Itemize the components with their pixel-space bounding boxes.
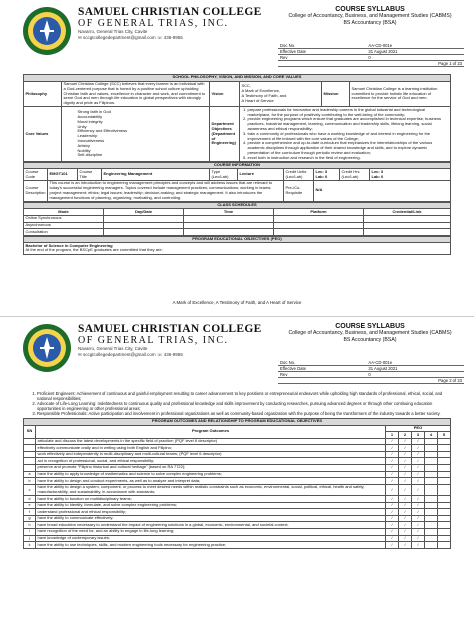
outcome-text: have the ability to design a system, component, or process to meet desired needs within realistic constraints such as economic, environmental, social, political, ethical, health and safety, manufacturability, and sustainability, in accordance with standards; [36,484,386,495]
peo-mark [438,465,451,472]
peo-mark [425,515,438,522]
outcome-sn [24,438,36,445]
col-peo: PEO [386,425,451,432]
college-name: College of Accountancy, Business, and Management Studies (CABMS) [288,330,452,336]
peo-mark [438,458,451,465]
outcome-text: articulate and discuss the latest developments in the specific field of practice; (PQF level 6 descriptor) [36,438,386,445]
outcome-text: have the ability to function on multidisciplinary teams; [36,496,386,503]
outcome-text: have knowledge of contemporary issues; [36,535,386,542]
peo-title: PROGRAM EDUCATIONAL OBJECTIVES (PEO) [24,236,451,243]
col-mode: Mode [24,209,104,216]
syllabus-page-2 [0,316,474,632]
vision-label: Vision [210,81,240,107]
school-contact: ✉ sccgtcollegedepartment@gmail.com ☏ 436-9955 [78,34,183,40]
peo-mark: / [412,502,425,509]
outcome-sn: b [24,478,36,485]
peo-continued [23,391,451,549]
peo-mark: / [399,542,412,549]
peo-mark: / [386,542,399,549]
peo-mark: / [386,522,399,529]
peo-mark: / [386,502,399,509]
outcome-sn: i [24,529,36,536]
peo-mark [425,465,438,472]
peo-list [23,391,451,416]
page-number: Page 1 of 23 [366,61,464,67]
peo-mark: / [412,438,425,445]
peo-mark: / [386,451,399,458]
peo-mark: / [399,529,412,536]
table-row [24,471,451,478]
school-subtitle: OF GENERAL TRIAS, INC. [78,335,229,346]
peo-mark [425,496,438,503]
peo-col-2: 2 [399,432,412,439]
peo-mark [438,515,451,522]
col-credential: Credential/Link [364,209,451,216]
peo-mark: / [399,471,412,478]
peo-mark [438,529,451,536]
course-code: EMGT101 [48,169,78,180]
outcome-text: have recognition of the need for, and an ability to engage in life-long learning; [36,529,386,536]
table-row [24,535,451,542]
list-item: 2. Advocate of Life-Long Learning: Indebtedness to continuous quality and professional knowledge and skills improvement by conducting researches, pursuing advanced degrees or through other continuing education opportunities in engineering or other professional areas; [37,401,451,411]
prereq-label: Pre-/Co-Requisite [284,180,314,201]
outcome-sn: h [24,522,36,529]
philosophy-section [23,74,451,255]
doc-no: AA-CD-001e [366,43,464,49]
document-meta: Doc No. AA-CD-001e Effective Date 31 August 2021 Rev 0 Page 2 of 23 [280,360,462,383]
description-label: Course Description [24,180,48,201]
outcome-sn: a [24,471,36,478]
page-number: Page 2 of 23 [366,378,464,384]
peo-mark: / [399,535,412,542]
vision-text: SCC, A Mark of Excellence, A Testimony of Faith, and A Heart of Service [240,81,322,107]
peo-mark: / [386,535,399,542]
course-type: Lecture [238,169,284,180]
peo-mark [425,445,438,452]
school-contact: ✉ sccgtcollegedepartment@gmail.com ☏ 436-9955 [78,351,183,357]
peo-mark: / [386,445,399,452]
peo-mark [425,529,438,536]
philosophy-text: Samuel Christian College (SCC) believes that every learner is an individual with a God-centered purpose that is honed by a positive school culture upholding Christian faith and values, excellence in character and work, and commitment to serve God and men through life education in global perspectives with strongly dignity and pride as Filipinos. [62,81,210,107]
outcome-text: have the ability to communicate effectively; [36,515,386,522]
peo-mark [425,478,438,485]
peo-intro [24,243,451,254]
peo-mark: / [412,465,425,472]
syllabus-title: COURSE SYLLABUS [335,323,405,330]
peo-mark [425,438,438,445]
outcome-sn: d [24,496,36,503]
col-platform: Platform [274,209,364,216]
mission-text: Samuel Christian College is a learning institution committed to provide holistic life education of excellence for the service of God and men. [350,81,451,107]
peo-mark [425,502,438,509]
peo-mark [425,522,438,529]
pvm-title: SCHOOL PHILOSOPHY, VISION, AND MISSION, AND CORE VALUES [24,75,451,82]
peo-mark: / [412,542,425,549]
peo-intro-text: At the end of the program, the BSCpE graduates are committed that they are: [25,247,163,253]
course-code-label: Course Code [24,169,48,180]
core-values-list: Strong faith in God Accountability Moral integrity Unity Efficiency and Effectiveness Leadership Innovativeness Artistry Nobility Self-discipline [62,107,210,162]
list-item: 1. Proficient Engineers: Achievement of continuous and gainful employment resulting to career advancement to key positions or entrepreneurial endeavors while upholding high standards of professional, ethical, social, and national responsibilities; [37,391,451,401]
doc-no-label: Doc No. [278,43,366,49]
table-row: Online Synchronous [24,215,451,222]
effective-date: 31 August 2021 [366,49,464,55]
table-row [24,502,451,509]
peo-mark: / [412,445,425,452]
peo-mark [425,484,438,495]
credit-label: Credit Units (Lec/Lab) [284,169,314,180]
peo-mark: / [386,484,399,495]
col-program-outcomes: Program Outcomes [36,425,386,438]
peo-mark [438,502,451,509]
outcome-sn: g [24,515,36,522]
outcome-sn: k [24,542,36,549]
peo-mark: / [399,522,412,529]
peo-mark [425,471,438,478]
document-meta [278,43,464,67]
peo-mark: / [399,465,412,472]
peo-mark: / [412,478,425,485]
peo-mark: / [399,502,412,509]
type-label: Type (Lec/Lab) [210,169,238,180]
peo-mark: / [399,515,412,522]
peo-mark [438,438,451,445]
peo-mark [438,509,451,516]
program-outcomes-table [23,418,451,549]
outcome-sn: f [24,509,36,516]
po-title: PROGRAM OUTCOMES AND RELATIONSHIP TO PROGRAM EDUCATIONAL OBJECTIVES [24,419,451,426]
peo-mark: / [386,465,399,472]
table-row: Consultation [24,229,451,236]
outcome-text: work effectively and independently in multi-disciplinary and multi-cultural teams; (PQF level 6 descriptor) [36,451,386,458]
outcome-text: have broad education necessary to understand the impact of engineering solutions in a global, economic, environmental, and societal context; [36,522,386,529]
outcome-sn [24,465,36,472]
credit-hours: Lec: 3 Lab: 0 [370,169,451,180]
course-info-title: COURSE INFORMATION [24,162,451,169]
prereq-value: N/A [314,180,451,201]
peo-mark: / [399,496,412,503]
peo-mark [425,509,438,516]
school-name: SAMUEL CHRISTIAN COLLEGE [78,6,262,18]
page-header [20,321,462,383]
peo-mark: / [399,445,412,452]
page-header [20,4,462,66]
peo-table [23,236,451,255]
peo-mark: / [386,458,399,465]
table-row [24,542,451,549]
peo-mark [438,478,451,485]
course-title-label: Course Title [78,169,102,180]
outcome-sn: c [24,484,36,495]
col-time: Time [184,209,274,216]
outcome-sn: j [24,535,36,542]
syllabus-title: COURSE SYLLABUS [335,6,405,13]
col-day: Day/Date [104,209,184,216]
outcome-text: have the ability to use techniques, skills, and modern engineering tools necessary for engineering practice; [36,542,386,549]
philosophy-label: Philosophy [24,81,62,107]
school-address: Navarro, General Trias City, Cavite [78,346,148,351]
peo-mark [425,542,438,549]
peo-mark: / [399,484,412,495]
table-row [24,484,451,495]
dept-objectives-label: Department Objectives (Department of Engineering) [210,107,240,162]
peo-mark [438,522,451,529]
peo-col-5: 5 [438,432,451,439]
school-name: SAMUEL CHRISTIAN COLLEGE [78,323,262,335]
col-sn: SN [24,425,36,438]
peo-mark: / [412,496,425,503]
table-row [24,515,451,522]
peo-mark: / [412,515,425,522]
credit-units: Lec: 3 Lab: 0 [314,169,340,180]
peo-mark: / [412,484,425,495]
peo-mark [438,484,451,495]
course-title: Engineering Management [102,169,210,180]
peo-mark: / [412,529,425,536]
dept-objectives-list: 1. prepare professionals for innovation and leadership careers in the global industrial and technological marketplace, for the purpose of positively contributing to the well-being of the community; 2. provide engineering programs which ensure that graduates are accomplished in technical expertise, business practices, industrial management, learning, communication and leadership skills, lifelong learning, social awareness and ethical responsibility; 3. train a community of professionals who have a working knowledge of and interest in engineering for the improvement of life imbued with the core values of the College; 4. provide a comprehensive and up-to-date curriculum that emphasizes the interrelationships of the various academic disciplines through application of their shared knowledge and skills, and to explore dynamic presentation of the curriculum through periodic review and evaluation; 5. excel both in instruction and research in the field of engineering. [240,107,451,162]
peo-mark: / [399,478,412,485]
school-address: Navarro, General Trias City, Cavite [78,29,148,34]
table-row [24,438,451,445]
peo-mark: / [412,451,425,458]
peo-mark: / [386,438,399,445]
outcome-text: preserve and promote "Filipino historical and cultural heritage" (based on RA 7722); [36,465,386,472]
peo-mark [438,535,451,542]
course-description: This course is an introduction to engineering management principles and concepts and will address issues that are relevant to today's successful engineering managers. Topics covered include management practices; communications; working in teams; project management; ethics; legal issues; leadership; decision-making; and strategic management. It also introduces the management functions of planning, organizing, motivating, and controlling. [48,180,284,201]
college-seal-logo [22,323,72,373]
peo-mark [438,542,451,549]
peo-mark: / [386,509,399,516]
peo-program: Bachelor of Science in Computer Engineering [25,242,113,248]
outcome-sn [24,458,36,465]
program-name: BS Accountancy (BSA) [343,19,397,26]
rev-value: 0 [366,55,464,61]
core-values-label: Core Values [24,107,62,162]
effective-label: Effective Date [278,49,366,55]
outcome-text: understand professional and ethical responsibility; [36,509,386,516]
outcome-sn: e [24,502,36,509]
hours-label: Credit Hrs (Lec/Lab) [340,169,370,180]
peo-col-1: 1 [386,432,399,439]
peo-mark [438,445,451,452]
mission-label: Mission [322,81,350,107]
footer-motto: A Mark of Excellence, A Testimony of Faith, and A Heart of Service [172,300,302,305]
outcome-sn [24,445,36,452]
peo-mark: / [412,509,425,516]
course-info-table [23,162,451,202]
peo-mark: / [386,478,399,485]
outcome-text: act in recognition of professional, social, and ethical responsibility; [36,458,386,465]
peo-col-3: 3 [412,432,425,439]
class-schedule-title: CLASS SCHEDULES [24,202,451,209]
list-item: 3. Responsible Professionals: Active participation and involvement in professional organizations as well as community-based organization with the purpose of being the transformers of the industry towards a better society. [37,411,451,416]
peo-mark [438,496,451,503]
outcome-sn [24,451,36,458]
peo-mark: / [399,509,412,516]
peo-col-4: 4 [425,432,438,439]
college-seal-logo [22,6,72,56]
school-subtitle: OF GENERAL TRIAS, INC. [78,18,229,29]
peo-mark: / [386,515,399,522]
peo-mark: / [412,522,425,529]
table-row [24,451,451,458]
table-row: Asynchronous [24,222,451,229]
peo-mark [425,535,438,542]
outcome-text: have the ability to apply knowledge of mathematics and science to solve complex engineering problems; [36,471,386,478]
outcome-text: have the ability to identify, formulate, and solve complex engineering problems; [36,502,386,509]
peo-mark [425,451,438,458]
peo-mark: / [412,458,425,465]
peo-mark [425,458,438,465]
peo-mark: / [386,529,399,536]
peo-mark [438,451,451,458]
peo-mark: / [399,438,412,445]
rev-label: Rev [278,55,366,61]
peo-mark: / [399,451,412,458]
peo-mark: / [399,458,412,465]
peo-mark: / [412,535,425,542]
college-name: College of Accountancy, Business, and Management Studies (CABMS) [288,13,452,19]
program-name: BS Accountancy (BSA) [343,336,397,343]
peo-mark: / [386,471,399,478]
outcome-text: effectively communicate orally and in writing using both English and Filipino; [36,445,386,452]
peo-mark: / [412,471,425,478]
peo-mark: / [386,496,399,503]
peo-mark [438,471,451,478]
class-schedule-table [23,202,451,236]
outcome-text: have the ability to design and conduct experiments, as well as to analyze and interpret data; [36,478,386,485]
